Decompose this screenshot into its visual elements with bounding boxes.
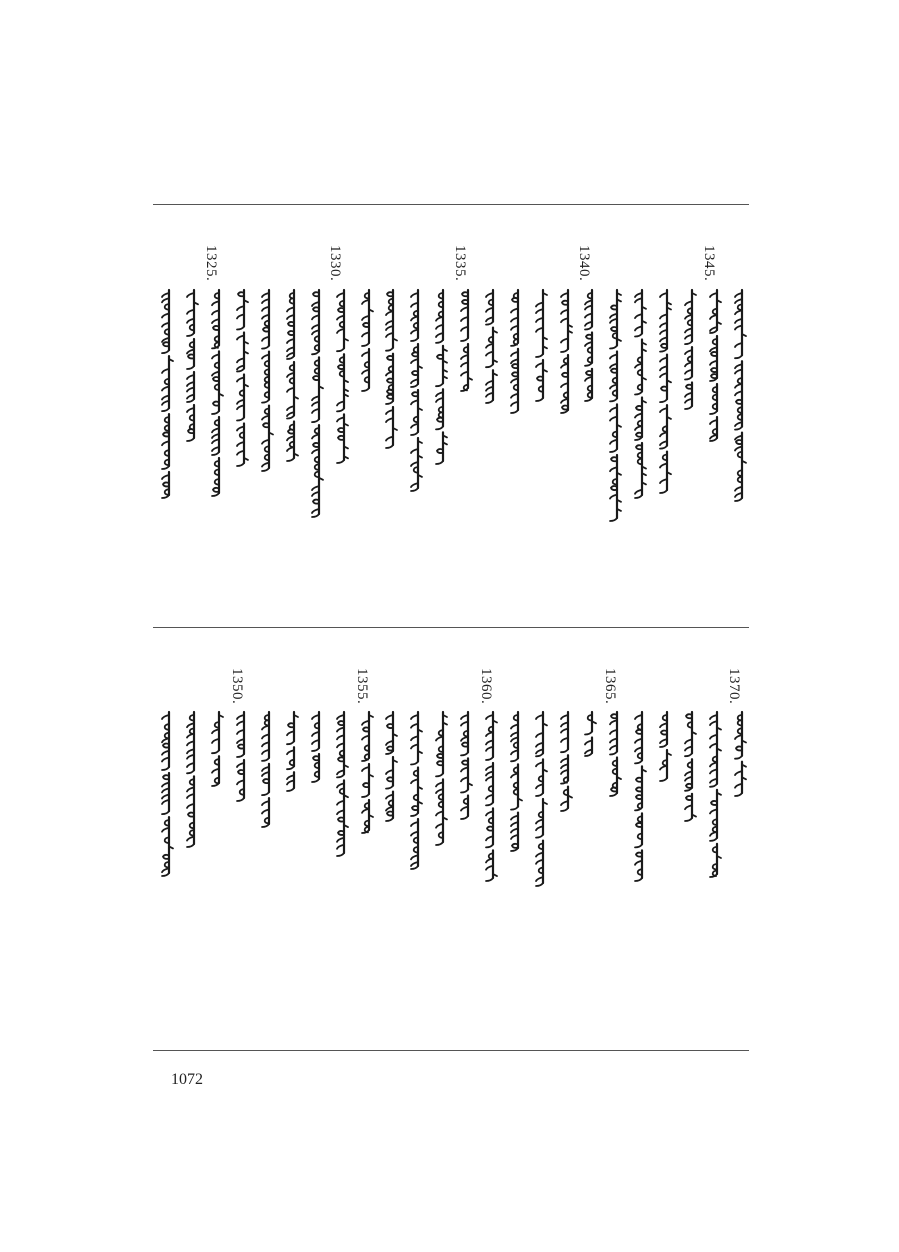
lower-script-column	[607, 712, 619, 795]
lower-script-column	[458, 712, 470, 818]
upper-script-column	[284, 290, 296, 460]
lower-script-column	[408, 712, 420, 868]
lower-script-column	[209, 712, 221, 785]
mongolian-script-line	[159, 290, 175, 497]
mongolian-script-line	[458, 712, 474, 818]
mongolian-script-line	[383, 290, 399, 447]
mongolian-script-line	[359, 712, 375, 832]
mongolian-script-line	[408, 290, 424, 490]
mongolian-script-line	[383, 712, 399, 820]
upper-script-column	[433, 290, 445, 463]
mongolian-script-line	[607, 712, 623, 795]
mongolian-script-line	[234, 290, 250, 465]
line-number-1330: 1330.	[327, 245, 343, 282]
upper-script-column	[533, 290, 545, 400]
line-number-1370: 1370.	[726, 668, 742, 705]
mongolian-script-line	[657, 712, 673, 780]
mongolian-script-line	[483, 290, 499, 402]
mongolian-script-line	[259, 290, 275, 470]
mongolian-script-line	[533, 712, 549, 885]
lower-script-column	[707, 712, 719, 876]
upper-script-column	[632, 290, 644, 497]
upper-script-column	[309, 290, 321, 516]
lower-script-column	[657, 712, 669, 780]
lower-script-column	[433, 712, 445, 844]
mongolian-script-line	[309, 712, 325, 781]
upper-script-column	[607, 290, 619, 520]
upper-script-column	[334, 290, 346, 462]
upper-script-column	[408, 290, 420, 490]
mongolian-script-line	[334, 712, 350, 855]
upper-script-column	[184, 290, 196, 440]
top-rule	[153, 204, 749, 205]
upper-script-column	[483, 290, 495, 402]
upper-script-column	[159, 290, 171, 497]
mongolian-script-line	[558, 712, 574, 810]
upper-script-column	[582, 290, 594, 400]
upper-script-column	[707, 290, 719, 440]
lower-script-column	[558, 712, 570, 810]
mongolian-script-line	[533, 290, 549, 400]
upper-script-column	[657, 290, 669, 492]
lower-script-column	[334, 712, 346, 855]
upper-script-column	[383, 290, 395, 447]
line-number-1360: 1360.	[478, 668, 494, 705]
lower-script-column	[259, 712, 271, 826]
lower-script-column	[533, 712, 545, 885]
lower-script-column	[284, 712, 296, 790]
lower-script-column	[632, 712, 644, 880]
line-number-1355: 1355.	[354, 668, 370, 705]
upper-script-column	[359, 290, 371, 390]
mongolian-script-line	[682, 290, 698, 408]
upper-script-column	[234, 290, 246, 465]
upper-script-column	[732, 290, 744, 500]
mongolian-script-line	[209, 290, 225, 495]
bottom-rule	[153, 1050, 749, 1051]
line-number-1365: 1365.	[602, 668, 618, 705]
lower-script-column	[682, 712, 694, 820]
upper-script-column	[682, 290, 694, 408]
mongolian-script-line	[433, 712, 449, 844]
mongolian-script-line	[408, 712, 424, 868]
middle-rule	[153, 627, 749, 628]
mongolian-script-line	[508, 290, 524, 412]
line-number-1345: 1345.	[701, 245, 717, 282]
mongolian-script-line	[259, 712, 275, 826]
lower-script-column	[184, 712, 196, 846]
mongolian-script-line	[707, 290, 723, 440]
lower-script-column	[508, 712, 520, 850]
mongolian-script-line	[284, 712, 300, 790]
mongolian-script-line	[732, 712, 748, 795]
upper-script-column	[558, 290, 570, 412]
line-number-1325: 1325.	[203, 245, 219, 282]
lower-script-column	[309, 712, 321, 781]
mongolian-script-line	[359, 290, 375, 390]
mongolian-script-line	[433, 290, 449, 463]
line-number-1350: 1350.	[229, 668, 245, 705]
mongolian-script-line	[284, 290, 300, 460]
upper-script-column	[209, 290, 221, 495]
lower-script-column	[483, 712, 495, 880]
mongolian-script-line	[234, 712, 250, 800]
mongolian-script-line	[582, 712, 598, 755]
lower-script-column	[234, 712, 246, 800]
mongolian-script-line	[508, 712, 524, 850]
upper-script-column	[508, 290, 520, 412]
mongolian-script-line	[582, 290, 598, 400]
lower-script-column	[359, 712, 371, 832]
page-number: 1072	[171, 1071, 203, 1088]
mongolian-script-line	[558, 290, 574, 412]
mongolian-script-line	[458, 290, 474, 390]
mongolian-script-line	[184, 290, 200, 440]
mongolian-script-line	[607, 290, 623, 520]
mongolian-script-line	[209, 712, 225, 785]
mongolian-script-line	[483, 712, 499, 880]
mongolian-script-line	[334, 290, 350, 462]
line-number-1335: 1335.	[452, 245, 468, 282]
lower-script-column	[582, 712, 594, 755]
line-number-1340: 1340.	[576, 245, 592, 282]
mongolian-script-line	[657, 290, 673, 492]
mongolian-script-line	[682, 712, 698, 820]
mongolian-script-line	[159, 712, 175, 875]
mongolian-script-line	[707, 712, 723, 876]
mongolian-script-line	[732, 290, 748, 500]
mongolian-script-line	[309, 290, 325, 516]
lower-script-column	[383, 712, 395, 820]
upper-script-column	[458, 290, 470, 390]
mongolian-script-line	[632, 290, 648, 497]
lower-script-column	[732, 712, 744, 795]
upper-script-column	[259, 290, 271, 470]
mongolian-script-line	[632, 712, 648, 880]
lower-script-column	[159, 712, 171, 875]
mongolian-script-line	[184, 712, 200, 846]
